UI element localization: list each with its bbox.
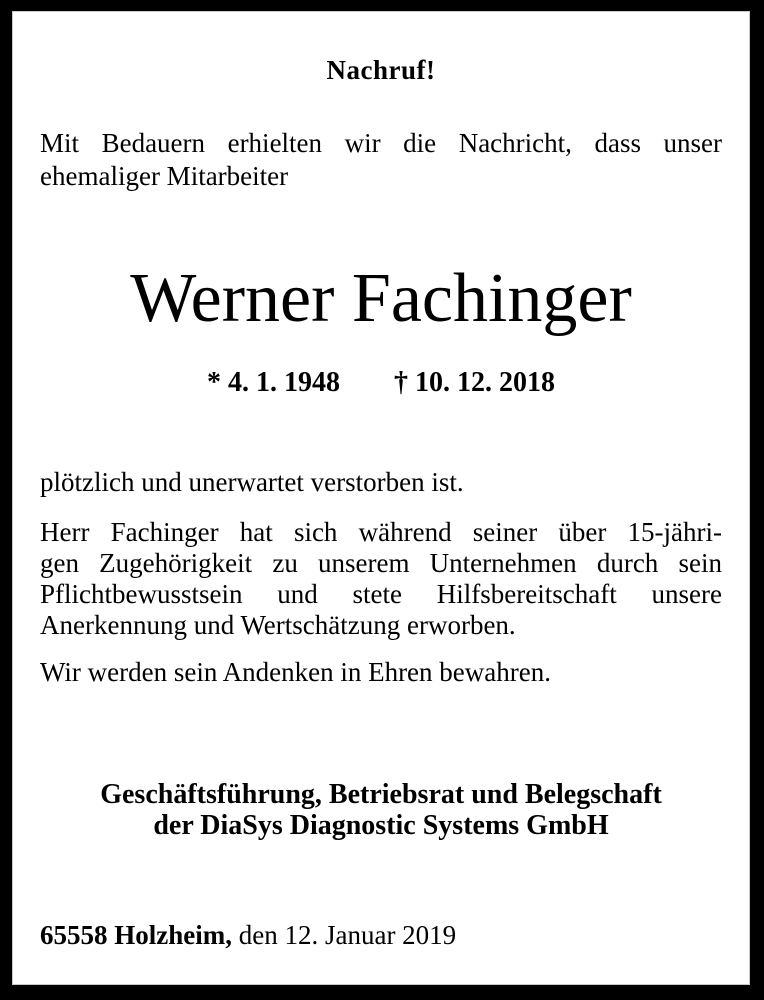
tribute-line-4: Anerkennung und Wertschätzung erworben.	[40, 610, 516, 640]
place-label: 65558 Holzheim,	[40, 920, 232, 950]
signature-block	[40, 779, 722, 841]
intro-line-2: ehemaliger Mitarbeiter	[40, 161, 289, 191]
verstorben-paragraph: plötzlich und unerwartet verstorben ist.	[40, 467, 464, 497]
signature-line-1: Geschäftsführung, Betriebsrat und Belegschaft	[100, 779, 662, 810]
birth-date: * 4. 1. 1948	[207, 367, 340, 398]
tribute-line-2: gen Zugehörigkeit zu unserem Unternehmen durch sein	[40, 548, 722, 578]
intro-line-1: Mit Bedauern erhielten wir die Nachricht, dass unser	[40, 128, 722, 158]
deceased-name: Werner Fachinger	[130, 260, 632, 337]
andenken-paragraph: Wir werden sein Andenken in Ehren bewahren.	[40, 657, 551, 687]
intro-paragraph	[40, 127, 722, 193]
death-date: † 10. 12. 2018	[394, 367, 555, 398]
tribute-line-1: Herr Fachinger hat sich während seiner über 15-jähri-	[40, 517, 722, 547]
signature-line-2: der DiaSys Diagnostic Systems GmbH	[153, 810, 609, 841]
life-dates	[40, 366, 722, 400]
date-label: den 12. Januar 2019	[238, 920, 457, 950]
tribute-paragraph	[40, 517, 722, 641]
notice-paper	[12, 11, 750, 985]
tribute-line-3: Pflichtbewusstsein und stete Hilfsbereitschaft unsere	[40, 579, 722, 609]
notice-content	[40, 11, 722, 985]
place-date-line	[40, 919, 722, 952]
notice-title: Nachruf!	[326, 55, 436, 85]
